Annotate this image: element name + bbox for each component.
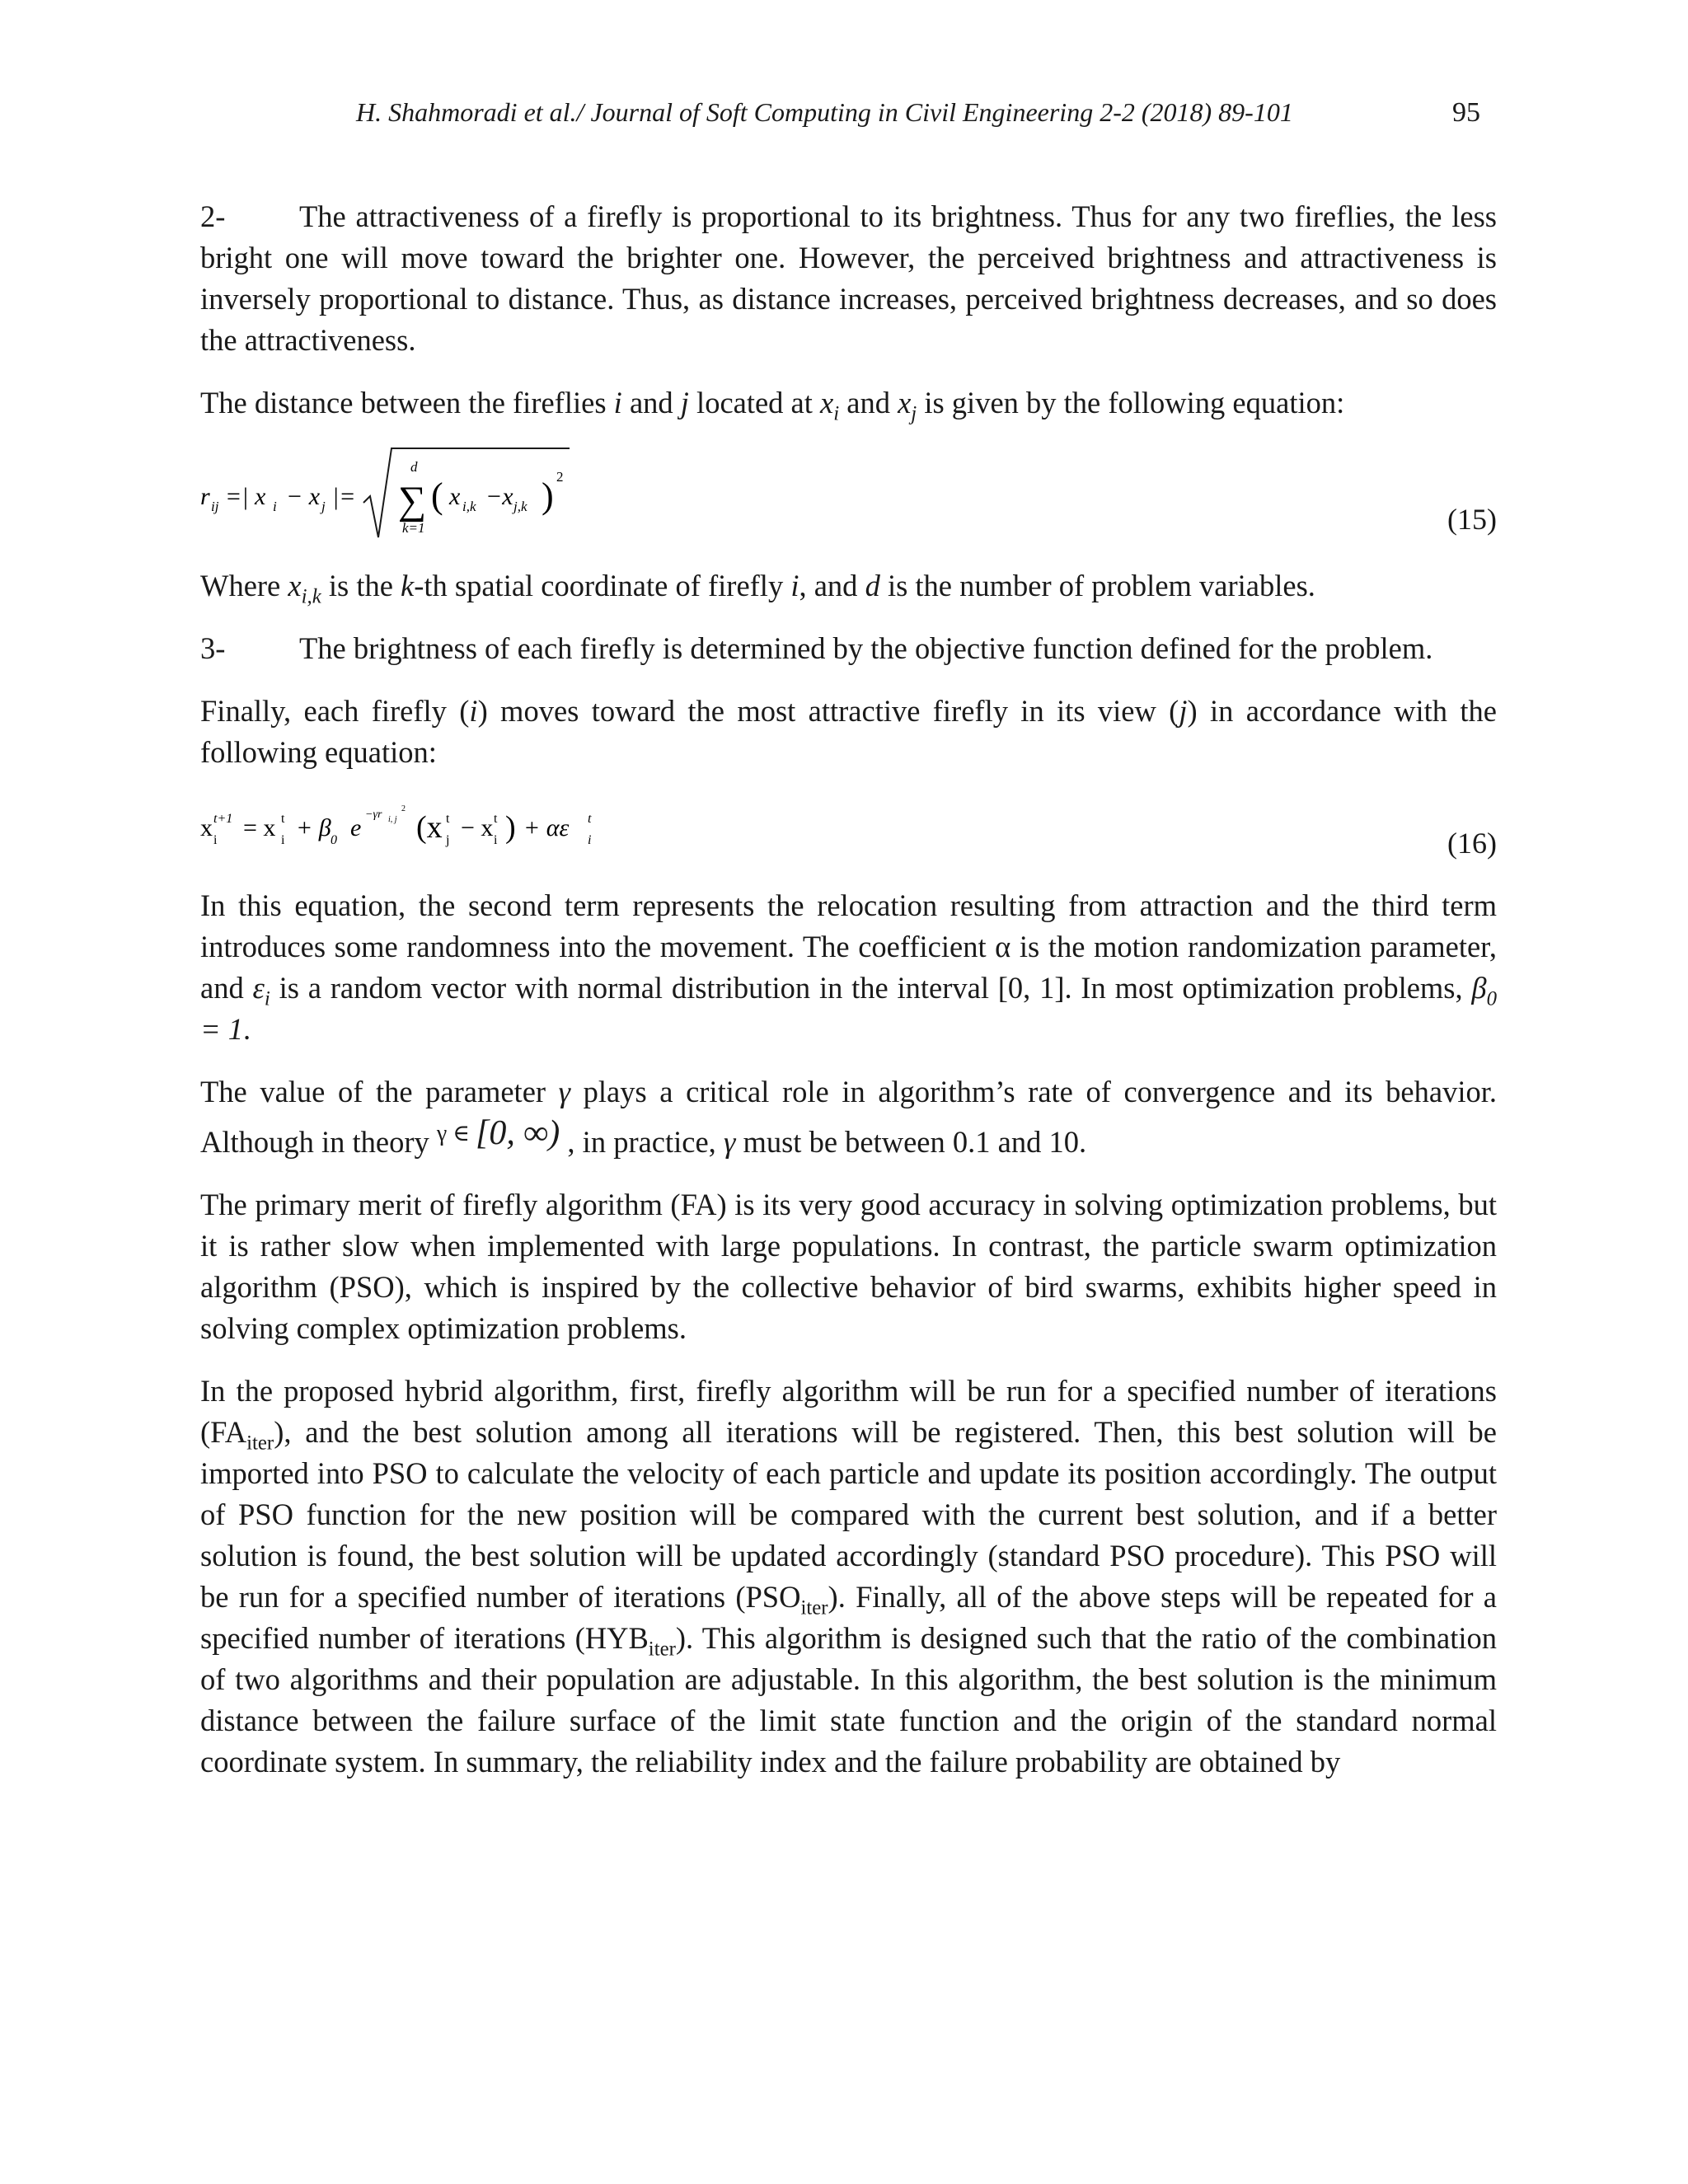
math-gamma-in: γ ∈ <box>436 1121 476 1146</box>
text-run: The value of the parameter <box>200 1075 559 1108</box>
eq16-x1-sup: t+1 <box>213 812 233 826</box>
math-k: k <box>401 569 415 602</box>
math-i: i <box>790 569 799 602</box>
eq15-lhs: r <box>200 483 210 510</box>
math-i: i <box>469 694 478 728</box>
math-subscript: 0 <box>1486 987 1498 1010</box>
text-run: located at <box>688 386 821 419</box>
sqrt-sign <box>363 448 570 537</box>
eq15-power: 2 <box>556 469 564 485</box>
item-text: The brightness of each firefly is determined by the objective function defined for the problem. <box>299 631 1433 665</box>
running-header <box>0 97 1688 138</box>
math-x: x <box>820 386 834 419</box>
equation-16-formula <box>200 794 662 864</box>
eq15-end: |= <box>332 483 356 510</box>
item-text: The attractiveness of a firefly is proportional to its brightness. Thus for any two fireflies, the less bright one will move toward the brighter one. However, the perceived brightness and attractiveness is inversely proportional to distance. Thus, as distance increases, perceived brightness decreases, and so does the attractiveness. <box>200 199 1497 357</box>
eq16-x3-sub: j <box>446 833 450 847</box>
math-d: d <box>865 569 880 602</box>
eq16-exp-sub: i, j <box>388 815 397 824</box>
eq16-x4-sub: i <box>494 833 498 847</box>
text-run: ) moves toward the most attractive firefly in its view ( <box>477 694 1179 728</box>
eq15-sub1: i,k <box>462 499 476 514</box>
finally-paragraph <box>200 691 1497 773</box>
math-subscript: i <box>833 402 840 425</box>
subscript-iter: iter <box>648 1638 676 1661</box>
where-paragraph <box>200 565 1497 607</box>
text-run: is given by the following equation: <box>917 386 1345 419</box>
hybrid-paragraph <box>200 1371 1497 1783</box>
paren-right: ) <box>542 476 554 516</box>
distance-paragraph <box>200 382 1497 424</box>
math-j: j <box>1179 694 1188 728</box>
math-subscript: i <box>264 987 270 1010</box>
sum-upper: d <box>410 459 418 475</box>
math-gamma: γ <box>723 1125 736 1159</box>
sum-sigma: ∑ <box>398 479 427 523</box>
eq16-x2-sup: t <box>281 812 285 826</box>
text-run: and <box>621 386 681 419</box>
text-run: ), and the best solution among all iterations will be registered. Then, this best solution will be imported into PSO to calculate the velocity of each particle and update its position accordingly. The output of PSO function for the new position will be compared with the current best solution, and if a better solution is found, the best solution will be updated accordingly (standard PSO procedure). This PSO will be run for a specified number of iterations (PSO <box>200 1415 1497 1614</box>
eq16-x4-sup: t <box>494 812 498 826</box>
eq16-e: e <box>350 814 362 841</box>
list-item-3 <box>200 628 1497 669</box>
eq15-minus: − x <box>286 483 321 510</box>
eq16-paren-close: ) <box>505 810 516 845</box>
text-run: is a random vector with normal distribution in the interval [0, 1]. In most optimization problems, <box>270 971 1472 1005</box>
text-run: The primary merit of firefly algorithm (FA) is its very good accuracy in solving optimization problems, but it is rather slow when implemented with large populations. In contrast, the particle swarm optimization algorithm (PSO), which is inspired by the collective behavior of bird swarms, exhibits higher speed in solving complex optimization problems. <box>200 1188 1497 1345</box>
sum-lower: k=1 <box>402 520 425 536</box>
eq16-x2-sub: i <box>281 833 285 847</box>
eq16-paren-open: (x <box>416 810 443 845</box>
eq16-minus: − x <box>461 814 494 841</box>
text-run: . <box>243 1012 251 1046</box>
math-epsilon: ε <box>252 971 265 1005</box>
body-text <box>200 196 1497 1804</box>
math-i: i <box>613 386 622 419</box>
merit-paragraph <box>200 1184 1497 1349</box>
eq16-beta: + β <box>296 814 331 841</box>
math-subscript: i,k <box>301 585 321 608</box>
text-run: ). Finally, all of the above steps will be repeated for a specified number of iterations (HYB <box>200 1580 1497 1655</box>
math-x: x <box>898 386 912 419</box>
eq16-x1: x <box>200 814 213 841</box>
text-run: , in practice, <box>560 1125 724 1159</box>
eq16-eq: = x <box>243 814 276 841</box>
text-run: and <box>839 386 898 419</box>
gamma-paragraph <box>200 1071 1497 1163</box>
paren-left: ( <box>431 476 443 516</box>
math-j: j <box>680 386 689 419</box>
math-subscript: j <box>911 402 917 425</box>
eq16-eps-sub: i <box>588 833 592 847</box>
math-value: = 1 <box>200 1012 244 1046</box>
text-run: In this equation, the second term represents the relocation resulting from attraction and the third term introduces some randomness into the movement. The coefficient α is the motion randomization parameter, and <box>200 888 1497 1005</box>
eq16-exp: −γr <box>365 808 382 821</box>
page-number: 95 <box>1452 97 1480 128</box>
eq15-lhs-sub: ij <box>211 499 219 514</box>
equation-number-15: (15) <box>1447 503 1497 536</box>
text-run: must be between 0.1 and 10. <box>735 1125 1087 1159</box>
list-item-2 <box>200 196 1497 361</box>
eq16-x1-sub: i <box>213 833 218 847</box>
eq15-sub-j: j <box>321 499 326 514</box>
eq15-sub-i: i <box>273 499 277 514</box>
equation-15 <box>200 445 1497 544</box>
eq16-alpha: + αε <box>523 814 570 841</box>
text-run: ) in accordance with the following equation: <box>200 694 1497 769</box>
subscript-iter: iter <box>800 1596 828 1619</box>
eq16-exp-sup: 2 <box>401 804 406 813</box>
equation-16 <box>200 794 1497 864</box>
math-x: x <box>288 569 302 602</box>
eq16-beta-sub: 0 <box>331 833 337 847</box>
text-run: is the <box>321 569 401 602</box>
text-run: In the proposed hybrid algorithm, first, firefly algorithm will be run for a specified number of iterations (FA <box>200 1374 1497 1449</box>
eq16-x3-sup: t <box>446 812 450 826</box>
eq16-eps-sup: t <box>588 812 592 826</box>
math-range: [0, ∞) <box>476 1114 560 1152</box>
equation-15-formula <box>200 445 629 544</box>
text-run: is the number of problem variables. <box>879 569 1315 602</box>
item-number: 3- <box>200 631 226 665</box>
math-beta: β <box>1471 971 1487 1005</box>
equation-number-16: (16) <box>1447 827 1497 860</box>
running-title: H. Shahmoradi et al./ Journal of Soft Computing in Civil Engineering 2-2 (2018) 89-101 <box>356 97 1293 127</box>
eq15-mid: =| x <box>225 483 266 510</box>
text-run: Finally, each firefly ( <box>200 694 470 728</box>
text-run: -th spatial coordinate of firefly <box>414 569 791 602</box>
text-run: The distance between the fireflies <box>200 386 614 419</box>
item-number: 2- <box>200 199 226 233</box>
text-run: ). This algorithm is designed such that the ratio of the combination of two algorithms and their population are adjustable. In this algorithm, the best solution is the minimum distance between the failure surface of the limit state function and the origin of the standard normal coordinate system. In summary, the reliability index and the failure probability are obtained by <box>200 1621 1497 1779</box>
text-run: , and <box>799 569 865 602</box>
equation-explanation-paragraph <box>200 885 1497 1050</box>
math-gamma: γ <box>558 1075 571 1108</box>
eq15-x1: x <box>449 483 461 510</box>
eq15-inner-minus: −x <box>485 483 513 510</box>
subscript-iter: iter <box>246 1432 274 1455</box>
text-run: Where <box>200 569 288 602</box>
text-run: plays a critical role in algorithm’s rate of convergence and its behavior. Although in theory <box>200 1075 1497 1159</box>
eq15-sub2: j,k <box>513 499 528 514</box>
